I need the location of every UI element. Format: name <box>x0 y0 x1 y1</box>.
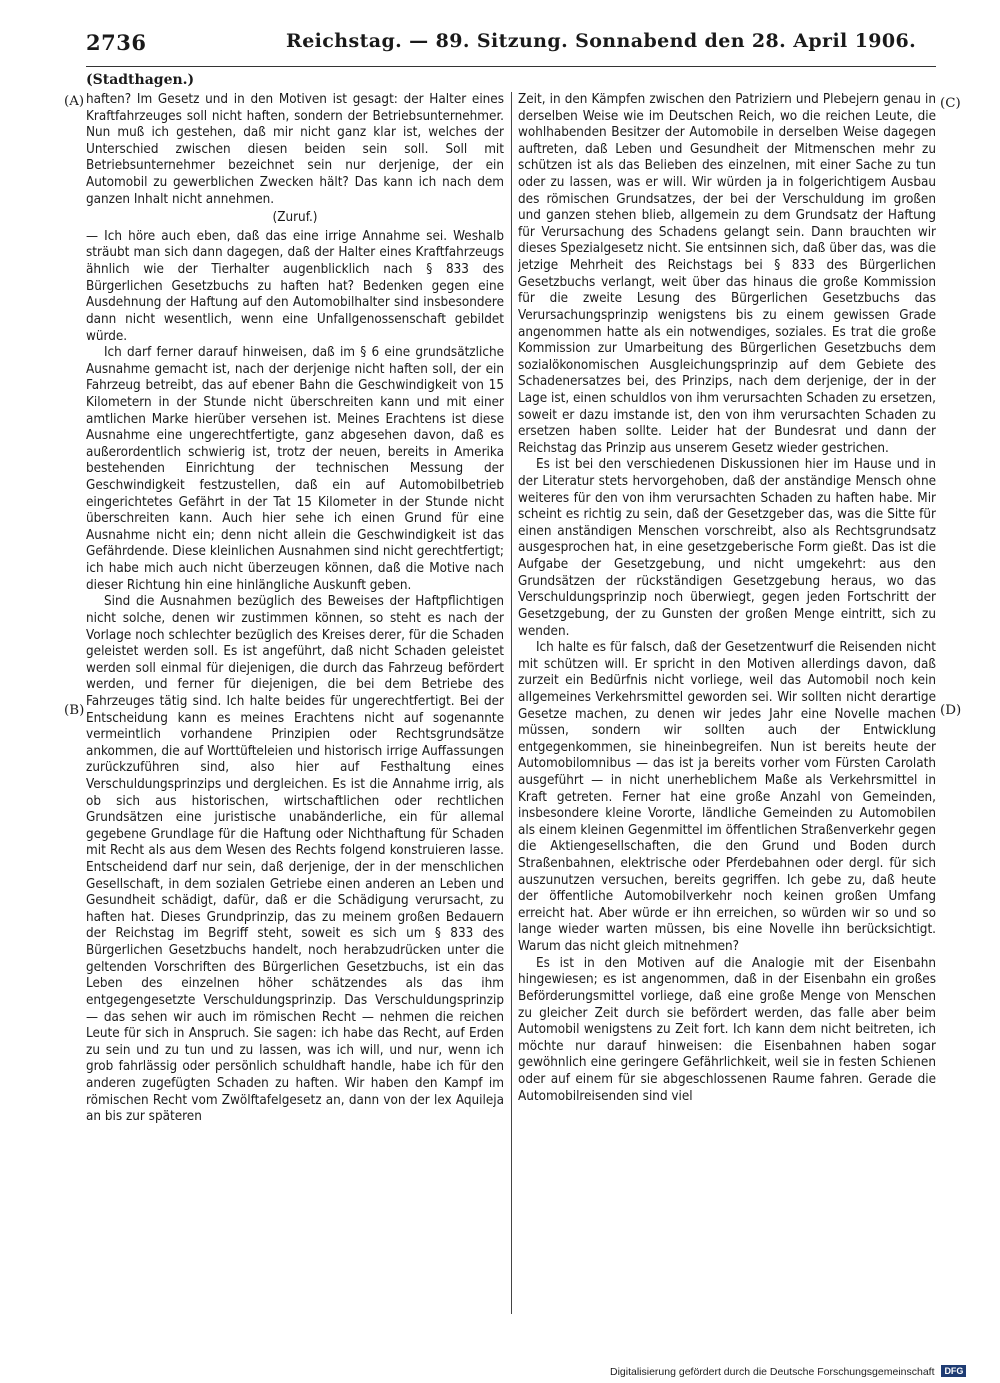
footer-text: Digitalisierung gefördert durch die Deutsche Forschungsgemeinschaft <box>610 1366 935 1378</box>
left-column <box>86 92 504 1317</box>
paragraph: haften? Im Gesetz und in den Motiven ist gesagt: der Halter eines Kraftfahrzeuges soll nicht haften, sondern der Betriebsunternehmer. Nun muß ich gestehen, daß mir nicht ganz klar ist, welches der Unterschied zwischen diesen beiden sein soll. Soll mit Betriebsunternehmer bezeichnet sein nur derjenige, der ein Automobil zu gewerblichen Zwecken hält? Das kann ich nach dem ganzen Inhalt nicht annehmen. <box>86 92 504 207</box>
paragraph: Es ist bei den verschiedenen Diskussionen hier im Hause und in der Literatur stets hervorgehoben, daß der anständige Mensch ohne weiteres für den von ihm verursachten Schaden zu haften habe. Mir scheint es richtig zu sein, daß der Gesetzgeber das, was die Sitte für einen anständigen Menschen vorschreibt, also als Rechtsgrundsatz ausgesprochen hat, in eine gesetzgeberische Form gießt. Das ist die Aufgabe der Gesetzgebung, und nicht umgekehrt: aus den Grundsätzen der rückständigen Gesetzgebung heraus, wo das Verschuldungsprinzip noch überwiegt, gegen jeden Fortschritt der Gesetzgebung, der zu Gunsten der großen Menge eintritt, sich zu wenden. <box>518 457 936 639</box>
interjection: (Zuruf.) <box>272 210 318 226</box>
paragraph: Ich halte es für falsch, daß der Gesetzentwurf die Reisenden nicht mit schützen will. Er spricht in den Motiven allerdings davon, daß zurzeit ein Bedürfnis nicht vorliege, weil das Automobil noch kein allgemeines Verkehrsmittel geworden sei. Wir sollten nicht derartige Gesetze machen, zu denen wir jedes Jahr eine Novelle machen müssen, sondern wir sollten auch der Entwicklung entgegenkommen, sie hineinbegreifen. Nun ist bereits heute der Automobilomnibus — das ist ja bereits vorher vom Fürsten Carolath ausgeführt — in nicht unerheblichem Maße als Verkehrsmittel in Kraft getreten. Ferner hat eine große Anzahl von Gemeinden, insbesondere kleine Vororte, ländliche Gemeinden zu Automobilen als einem kleinen Gegenmittel im öffentlichen Straßenverkehr gegen die Aktiengesellschaften, die den Grund und Boden durch Straßenbahnen, elektrische oder Pferdebahnen oder dergl. für sich auszunutzen versuchen, bereits gegriffen. Ich gebe zu, daß heute der öffentliche Automobilverkehr noch keinen großen Umfang erreicht hat. Aber würde er ihn erreichen, so würden wir so und so lange wieder warten müssen, bis eine Novelle ihn berücksichtigt. Warum das nicht gleich mitnehmen? <box>518 640 936 955</box>
paragraph: Es ist in den Motiven auf die Analogie mit der Eisenbahn hingewiesen; es ist angenommen, daß in der Eisenbahn ein großes Beförderungsmittel vorliege, daß eine große Menge von Menschen zu gleicher Zeit durch sie befördert werden, das falle aber beim Automobil wenigstens zu Zeit fort. Ich kann dem nicht beitreten, ich möchte nur darauf hinweisen: die Eisenbahnen haben sogar gewöhnlich eine geringere Gefährlichkeit, weil sie in festen Schienen oder auf einem für sie abgeschlossenen Raume fahren. Gerade die Automobilreisenden sind viel <box>518 955 936 1104</box>
column-divider <box>511 92 512 1314</box>
paragraph: Sind die Ausnahmen bezüglich des Beweises der Haftpflichtigen nicht solche, denen wir zustimmen können, so steht es nach der Vorlage noch schlechter bezüglich des Kreises derer, für die Schaden geleistet werden soll. Es ist angeführt, daß nicht Schaden geleistet werden soll einmal für diejenigen, die durch das Fahrzeug befördert werden, und ferner für diejenigen, die bei dem Betriebe des Fahrzeuges tätig sind. Ich halte beides für ungerechtfertigt. Bei der Entscheidung kann es meines Erachtens nicht auf sogenannte vermeintlich vorhandene Prinzipien oder Rechtsgrundsätze ankommen, die auf Worttüfteleien und historisch irrige Auffassungen zurückzuführen sind, also hier auf Festhaltung eines Verschuldungsprinzips und dergleichen. Es ist die Annahme irrig, als ob sich aus historischen, wirtschaftlichen oder rechtlichen Grundsätzen eine juristische unabänderliche, ein für allemal gegebene Grundlage für die Haftung oder Nichthaftung für Schaden mit Recht als aus dem Wesen des Rechts folgend konstruieren lasse. Entscheidend darf nur sein, daß derjenige, der in der menschlichen Gesellschaft, in dem sozialen Getriebe einen anderen an Leben und Gesundheit schädigt, dafür, daß er die Schädigung verursacht, zu haften hat. Dieses Grundprinzip, das zu meinem großen Bedauern der Reichstag im Begriff steht, soweit es sich um § 833 des Bürgerlichen Gesetzbuchs handelt, noch herabzudrücken unter die geltenden Vorschriften des Bürgerlichen Gesetzbuchs, ist ein das Leben des einzelnen höher schätzendes als das ihm entgegengesetzte Verschuldungsprinzip. Das Verschuldungsprinzip — das sehen wir auch im römischen Recht — nehmen die reichen Leute für sich in Anspruch. Sie sagen: ich habe das Recht, auf Erden zu sein und zu tun und zu lassen, was ich will, und nur, wenn ich grob fahrlässig oder persönlich schuldhaft handle, habe ich für den anderen zugefügten Schaden zu haften. Wir haben den Kampf im römischen Recht vom Zwölftafelgesetz an, dann von der lex Aquileja an bis zur späteren <box>86 594 504 1125</box>
page-number: 2736 <box>86 30 147 55</box>
margin-marker-a: (A) <box>64 94 85 109</box>
right-column <box>518 92 936 1317</box>
dfg-logo: DFG <box>941 1365 966 1377</box>
margin-marker-c: (C) <box>940 96 961 111</box>
footer-credit <box>610 1365 990 1378</box>
header-rule <box>86 66 936 67</box>
paragraph: Ich darf ferner darauf hinweisen, daß im § 6 eine grundsätzliche Ausnahme gemacht ist, nach der derjenige nicht haften soll, der ein Fahrzeug betreibt, das auf ebener Bahn die Geschwindigkeit von 15 Kilometern in der Stunde nicht überschreiten kann und mit einer amtlichen Marke hierüber versehen ist. Meines Erachtens ist diese Ausnahme eine ungerechtfertigte, ganz abgesehen davon, daß es außerordentlich schwierig ist, trotz der neuen, bereits in Amerika bestehenden Einrichtung der technischen Messung der Geschwindigkeit festzustellen, daß ein auf Automobilbetrieb eingerichtetes Gefährt in der Tat 15 Kilometer in der Stunde nicht überschreiten kann. Auch hier sehe ich einen Grund für eine Ausnahme nicht ein; denn nicht allein die Geschwindigkeit ist das Gefährdende. Diese kleinlichen Ausnahmen sind nicht gerechtfertigt; ich habe mich auch nicht überzeugen können, daß die Motive nach dieser Richtung hin eine hinlängliche Auskunft geben. <box>86 345 504 593</box>
page-header <box>86 0 936 74</box>
running-title: Reichstag. — 89. Sitzung. Sonnabend den 28. April 1906. <box>286 30 917 52</box>
paragraph: Zeit, in den Kämpfen zwischen den Patriziern und Plebejern genau in derselben Weise wie im Deutschen Reich, wo die reichen Leute, die wohlhabenden Besitzer der Automobile in derselben Weise dagegen auftreten, daß Leben und Gesundheit der Mitmenschen mehr zu schützen ist als das Belieben des einzelnen, mit einer Sache zu tun oder zu lassen, was er will. Wir würden ja in folgerichtigem Ausbau des römischen Grundsatzes, der bei der Verschuldung im großen und ganzen stehen blieb, allgemein zu dem Grundsatz der Haftung für Verursachung des Schadens gelangt sein. Dann brauchten wir dieses Spezialgesetz nicht. Sie entsinnen sich, daß über das, was die jetzige Mehrheit des Reichstags bei § 833 des Bürgerlichen Gesetzbuchs verlangt, weit über das hinaus die große Kommission für die zweite Lesung des Bürgerlichen Gesetzbuchs das Verursachungsprinzip wenigstens bis zu einem gewissen Grade angenommen hatte als ein notwendiges, soziales. Es trat die große Kommission zur Umarbeitung des Bürgerlichen Gesetzbuchs dem sozialökonomischen Ausgleichungsprinzip auf dem Gebiete des Schadenersatzes bei, des Prinzips, nach dem derjenige, der in der Lage ist, einen schuldlos von ihm verursachten Schaden zu ersetzen, soweit er dazu imstande ist, den von ihm verursachten Schaden zu ersetzen haben sollte. Leider hat der Bundesrat und dann der Reichstag das Prinzip aus unserem Gesetz wieder gestrichen. <box>518 92 936 456</box>
margin-marker-d: (D) <box>940 703 962 718</box>
paragraph: — Ich höre auch eben, daß das eine irrige Annahme sei. Weshalb sträubt man sich dann dagegen, daß der Halter eines Kraftfahrzeugs ähnlich wie der Tierhalter augenblicklich nach § 833 des Bürgerlichen Gesetzbuchs zu haften hat? Bedenken gegen eine Ausdehnung der Haftung auf den Automobilhalter sind insbesondere dann nicht wesentlich, wenn eine Unfallgenossenschaft gebildet würde. <box>86 228 504 344</box>
speaker-label: (Stadthagen.) <box>86 72 195 88</box>
margin-marker-b: (B) <box>64 703 85 718</box>
